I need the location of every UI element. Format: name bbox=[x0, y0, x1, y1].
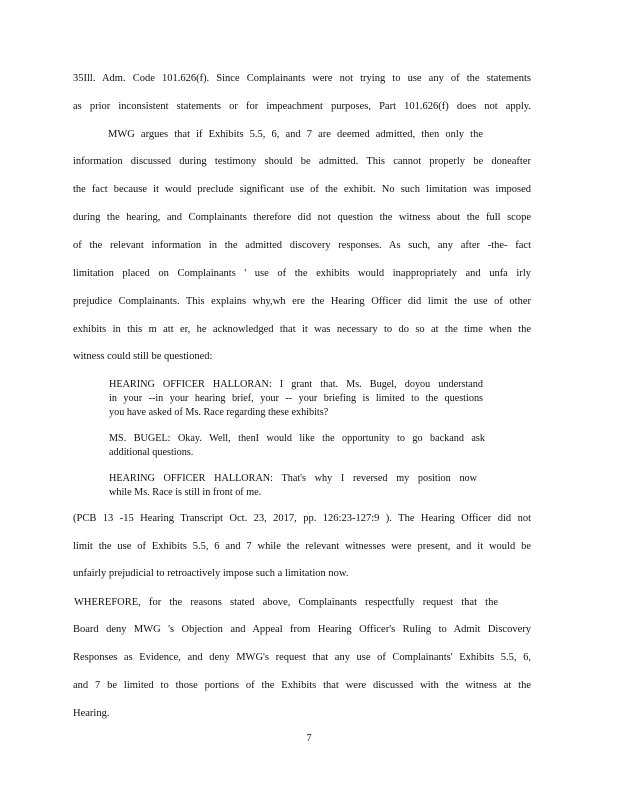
text-line: prejudice Complainants. This explains why,wh ere the Hearing Officer did limit the use of other bbox=[73, 296, 531, 307]
text-line: of the relevant information in the admitted discovery responses. As such, any after -the- fact bbox=[73, 240, 531, 251]
quote-line: HEARING OFFICER HALLORAN: That's why I reversed my position now bbox=[109, 473, 477, 484]
text-line: limit the use of Exhibits 5.5, 6 and 7 while the relevant witnesses were present, and it would be bbox=[73, 541, 531, 552]
text-line: witness could still be questioned: bbox=[73, 351, 213, 362]
quote-line: MS. BUGEL: Okay. Well, thenI would like the opportunity to go backand ask bbox=[109, 433, 485, 444]
quote-line: while Ms. Race is still in front of me. bbox=[109, 487, 262, 498]
text-line: as prior inconsistent statements or for impeachment purposes, Part 101.626(f) does not apply. bbox=[73, 101, 531, 112]
text-line: Responses as Evidence, and deny MWG's request that any use of Complainants' Exhibits 5.5, 6, bbox=[73, 652, 531, 663]
text-line: Board deny MWG 's Objection and Appeal from Hearing Officer's Ruling to Admit Discovery bbox=[73, 624, 531, 635]
quote-line: HEARING OFFICER HALLORAN: I grant that. Ms. Bugel, doyou understand bbox=[109, 379, 483, 390]
text-line: and 7 be limited to those portions of the Exhibits that were discussed with the witness at the bbox=[73, 680, 531, 691]
text-line: 35Ill. Adm. Code 101.626(f). Since Complainants were not trying to use any of the statements bbox=[73, 73, 531, 84]
text-line: limitation placed on Complainants ' use of the exhibits would inappropriately and unfa irly bbox=[73, 268, 531, 279]
quote-line: additional questions. bbox=[109, 447, 194, 458]
page-number: 7 bbox=[306, 733, 312, 744]
text-line: the fact because it would preclude significant use of the exhibit. No such limitation was imposed bbox=[73, 184, 531, 195]
quote-line: in your --in your hearing brief, your -- your briefing is limited to the questions bbox=[109, 393, 483, 404]
text-line: Hearing. bbox=[73, 708, 110, 719]
text-line: unfairly prejudicial to retroactively impose such a limitation now. bbox=[73, 568, 349, 579]
text-line: information discussed during testimony should be admitted. This cannot properly be doneafter bbox=[73, 156, 531, 167]
text-line: WHEREFORE, for the reasons stated above, Complainants respectfully request that the bbox=[74, 597, 498, 608]
text-line: (PCB 13 -15 Hearing Transcript Oct. 23, 2017, pp. 126:23-127:9 ). The Hearing Officer did not bbox=[73, 513, 531, 524]
text-line: exhibits in this m att er, he acknowledged that it was necessary to do so at the time when the bbox=[73, 324, 531, 335]
text-line: during the hearing, and Complainants therefore did not question the witness about the full scope bbox=[73, 212, 531, 223]
text-line: MWG argues that if Exhibits 5.5, 6, and 7 are deemed admitted, then only the bbox=[108, 129, 483, 140]
quote-line: you have asked of Ms. Race regarding these exhibits? bbox=[109, 407, 329, 418]
